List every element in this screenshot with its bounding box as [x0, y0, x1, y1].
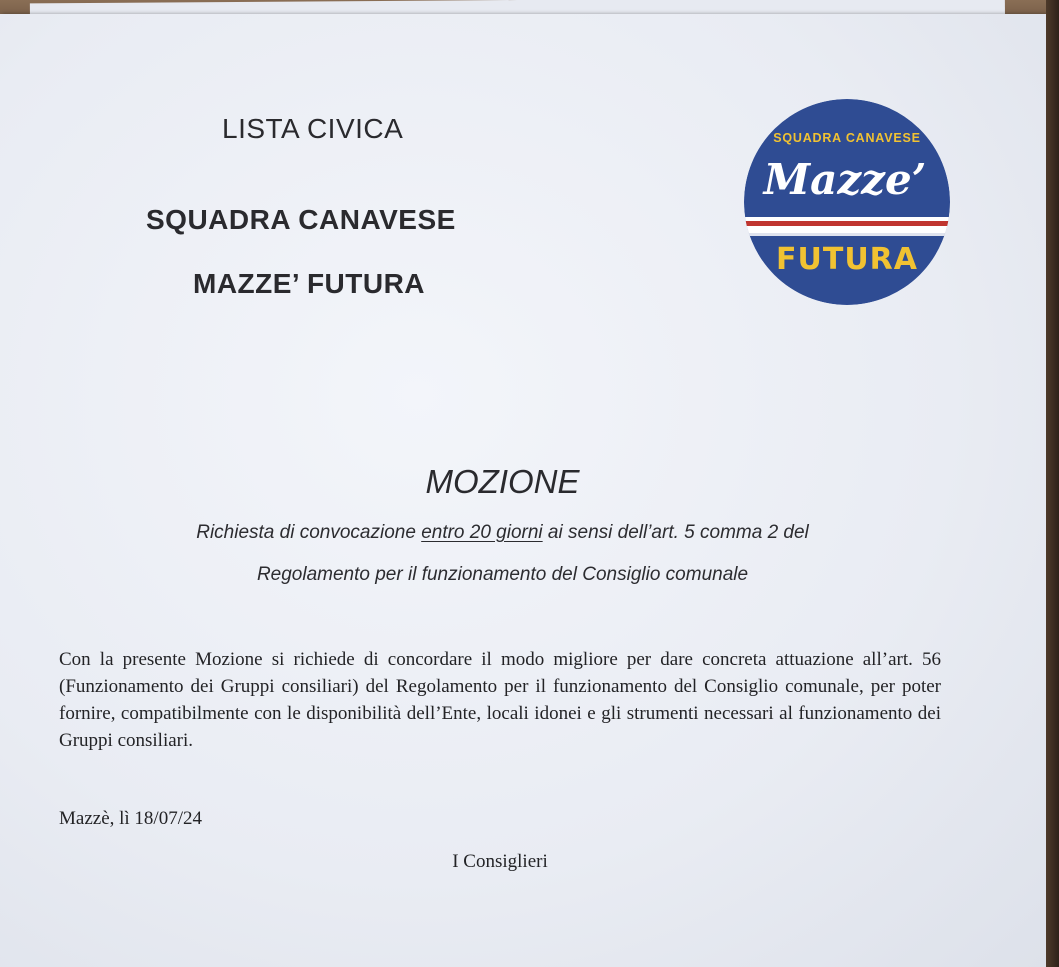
- document-title: MOZIONE: [425, 463, 580, 500]
- mazze-futura-logo: [742, 97, 952, 307]
- logo-stripe-white: [742, 217, 952, 221]
- header-lista-civica: LISTA CIVICA: [222, 113, 404, 144]
- logo-stripe-red: [742, 221, 952, 226]
- subtitle-line-1-start: Richiesta di convocazione: [196, 522, 422, 543]
- logo-top-text: SQUADRA CANAVESE: [773, 131, 921, 145]
- subtitle-line-2: Regolamento per il funzionamento del Consiglio comunale: [256, 564, 749, 585]
- motion-body-paragraph: Con la presente Mozione si richiede di concordare il modo migliore per dare concreta attuazione all’art. 56 (Funzionamento dei Gruppi consiliari) del Regolamento per il funzionamento del Consiglio comunale, per poter fornire, compatibilmente con le disponibilità dell’Ente, locali idonei e gli strumenti necessari al funzionamento dei Gruppi consiliari.: [59, 649, 941, 751]
- header-squadra-canavese: SQUADRA CANAVESE: [146, 204, 456, 235]
- logo-stripe-white-2: [742, 226, 952, 233]
- place-and-date: Mazzè, lì 18/07/24: [59, 808, 202, 829]
- logo-stripe-shade: [742, 233, 952, 236]
- logo-bottom-text: FUTURA: [776, 242, 918, 277]
- subtitle-deadline: entro 20 giorni: [421, 522, 543, 543]
- header-mazze-futura: MAZZE’ FUTURA: [193, 268, 426, 299]
- subtitle-line-1-end: ai sensi dell’art. 5 comma 2 del: [542, 522, 809, 543]
- table-edge-right: [1046, 0, 1059, 967]
- subtitle-line-1: [0, 522, 1005, 544]
- signers-label: I Consiglieri: [452, 851, 548, 872]
- logo-script-text: Mazze’: [763, 155, 927, 204]
